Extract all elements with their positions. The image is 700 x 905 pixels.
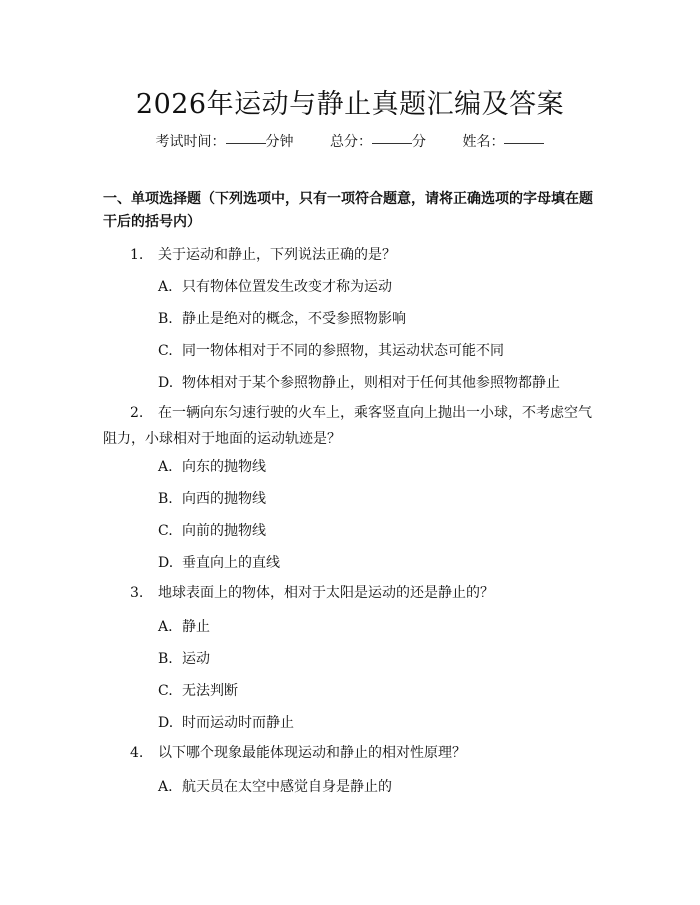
option-3d <box>158 712 294 732</box>
option-text: 无法判断 <box>182 683 238 699</box>
question-text: 以下哪个现象最能体现运动和静止的相对性原理？ <box>158 745 466 761</box>
option-text: 向前的抛物线 <box>182 523 266 539</box>
question-3 <box>103 580 603 606</box>
option-1d <box>158 372 560 392</box>
time-label: 考试时间： <box>155 134 226 150</box>
option-letter: D. <box>158 375 174 391</box>
option-2c <box>158 520 266 540</box>
option-letter: A. <box>158 279 173 295</box>
option-letter: A. <box>158 459 173 475</box>
question-number: 1. <box>130 247 144 263</box>
option-letter: D. <box>158 715 174 731</box>
exam-meta <box>0 131 700 151</box>
option-3c <box>158 680 238 700</box>
option-letter: B. <box>158 651 173 667</box>
option-letter: A. <box>158 779 173 795</box>
name-blank <box>504 143 544 144</box>
option-text: 静止是绝对的概念，不受参照物影响 <box>182 311 406 327</box>
option-letter: B. <box>158 311 173 327</box>
option-letter: D. <box>158 555 174 571</box>
option-letter: B. <box>158 491 173 507</box>
option-text: 只有物体位置发生改变才称为运动 <box>182 279 392 295</box>
score-unit: 分 <box>412 134 426 150</box>
student-name <box>462 134 544 150</box>
total-score <box>330 134 426 150</box>
time-unit: 分钟 <box>265 134 294 150</box>
option-2b <box>158 488 266 508</box>
option-text: 物体相对于某个参照物静止，则相对于任何其他参照物都静止 <box>182 375 560 391</box>
option-text: 航天员在太空中感觉自身是静止的 <box>182 779 392 795</box>
section-title: 一、单项选择题（下列选项中，只有一项符合题意，请将正确选项的字母填在题干后的括号内） <box>103 191 593 230</box>
option-text: 向西的抛物线 <box>182 491 266 507</box>
option-text: 同一物体相对于不同的参照物，其运动状态可能不同 <box>182 343 504 359</box>
question-number: 2. <box>130 405 144 421</box>
option-text: 运动 <box>182 651 210 667</box>
option-1a <box>158 276 392 296</box>
option-1b <box>158 308 406 328</box>
question-2 <box>103 400 603 452</box>
option-text: 时而运动时而静止 <box>182 715 294 731</box>
question-4 <box>103 740 603 766</box>
page-title: 2026年运动与静止真题汇编及答案 <box>135 89 565 120</box>
option-letter: C. <box>158 343 173 359</box>
time-blank <box>226 143 266 144</box>
option-3a <box>158 616 210 636</box>
question-1 <box>103 242 603 268</box>
option-4a <box>158 776 392 796</box>
score-blank <box>372 143 412 144</box>
question-text: 在一辆向东匀速行驶的火车上，乘客竖直向上抛出一小球，不考虑空气阻力，小球相对于地面的运动轨迹是？ <box>103 405 592 447</box>
option-1c <box>158 340 504 360</box>
option-letter: C. <box>158 523 173 539</box>
name-label: 姓名： <box>462 134 505 150</box>
option-letter: A. <box>158 619 173 635</box>
option-text: 静止 <box>182 619 210 635</box>
option-letter: C. <box>158 683 173 699</box>
question-text: 地球表面上的物体，相对于太阳是运动的还是静止的？ <box>158 585 494 601</box>
exam-time <box>156 134 294 150</box>
question-number: 3. <box>130 585 144 601</box>
question-number: 4. <box>130 745 144 761</box>
option-2a <box>158 456 266 476</box>
option-3b <box>158 648 210 668</box>
option-2d <box>158 552 280 572</box>
option-text: 垂直向上的直线 <box>182 555 280 571</box>
score-label: 总分： <box>330 134 372 150</box>
question-text: 关于运动和静止，下列说法正确的是？ <box>158 247 396 263</box>
option-text: 向东的抛物线 <box>182 459 266 475</box>
